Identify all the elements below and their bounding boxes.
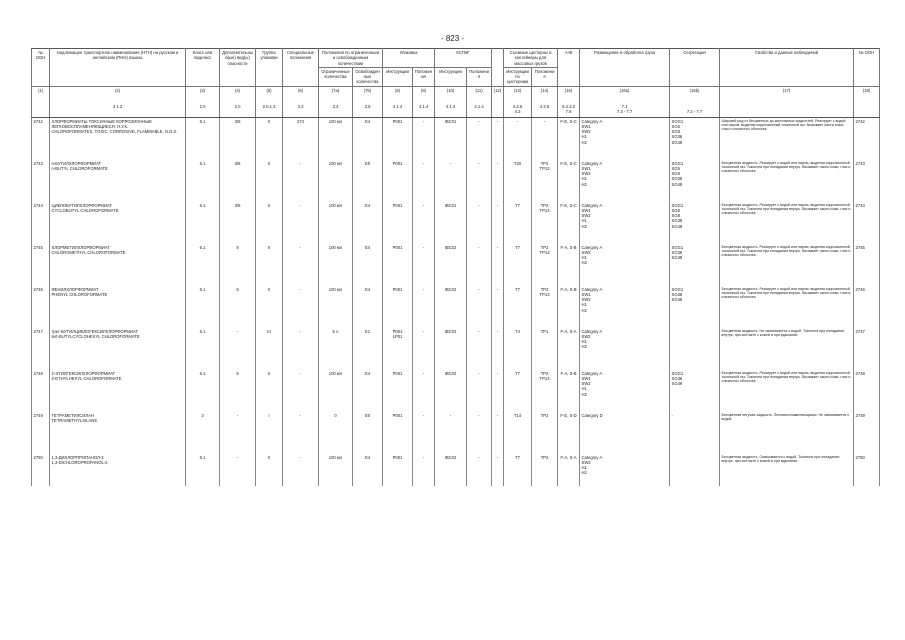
ems-cell: F-E, S-C bbox=[558, 202, 580, 244]
limited-quantity-cell: 100 мл bbox=[319, 286, 353, 328]
segregation-cell: SGG1 SG36 SG49 bbox=[670, 286, 720, 328]
segregation-cell: SGG1 SG5 SG8 SG36 SG49 bbox=[670, 202, 720, 244]
stowage-cell: Category A SW2 H1 H2 bbox=[580, 454, 670, 486]
column-number: (14) bbox=[532, 86, 558, 103]
column-12-cell: - bbox=[492, 244, 504, 286]
page-number: - 823 - bbox=[440, 34, 465, 43]
header-ems: АчК bbox=[558, 49, 580, 87]
segregation-cell bbox=[670, 328, 720, 370]
packing-provision-cell: - bbox=[413, 370, 435, 412]
limited-quantity-cell: 100 мл bbox=[319, 244, 353, 286]
un-number-cell: 2743 bbox=[32, 160, 50, 202]
table-row bbox=[32, 454, 880, 486]
packing-group-cell: II bbox=[256, 370, 283, 412]
properties-cell: Бесцветная жидкость. Реагирует с водой или паром, выделяя коррозионный токсичный газ. Токсична при попадании внутрь. Вызывает ожоги кожи, глаз и слизистых оболочек. bbox=[720, 370, 854, 412]
header-tank-provisions: Положения bbox=[532, 67, 558, 86]
column-reference: 3.3 bbox=[283, 103, 319, 118]
excepted-quantity-cell: E4 bbox=[353, 117, 383, 160]
un-number-right-cell: 2750 bbox=[854, 454, 880, 486]
column-reference: 7.2 - 7.7 bbox=[670, 103, 720, 118]
tank-instruction-cell: T7 bbox=[504, 454, 532, 486]
shipping-name-ru: 1,3-ДИХЛОРПРОПАНОЛ-2 bbox=[51, 454, 104, 460]
special-provision-cell: - bbox=[283, 412, 319, 454]
shipping-name-cell bbox=[50, 160, 186, 202]
packing-group-cell: II bbox=[256, 286, 283, 328]
subsidiary-risk-cell: 3/8 bbox=[220, 202, 256, 244]
subsidiary-risk-cell: - bbox=[220, 454, 256, 486]
un-number-right-cell: 2748 bbox=[854, 370, 880, 412]
column-number: (17) bbox=[720, 86, 854, 103]
subsidiary-risk-cell: 8 bbox=[220, 244, 256, 286]
header-tanks: Съемные цистерны и контейнеры для массовых грузов bbox=[504, 49, 558, 68]
shipping-name-en: TETRAMETHYLSILANE bbox=[51, 417, 98, 423]
column-number: (18) bbox=[854, 86, 880, 103]
segregation-cell: SGG1 SG5 SG8 SG36 SG49 bbox=[670, 117, 720, 160]
column-12-cell: - bbox=[492, 328, 504, 370]
ibc-provision-cell: - bbox=[467, 244, 492, 286]
properties-cell: Широкий ряд от бесцветных до желтоватых жидкостей. Реагирует с водой или паром, выделяя коррозионный токсичный газ. Вызывает ожоги кожи, глаз и слизистых оболочек. bbox=[720, 117, 854, 160]
shipping-name-ru: ЦИКЛОБУТИЛХЛОРФОРМИАТ bbox=[51, 202, 112, 208]
special-provision-cell: - bbox=[283, 202, 319, 244]
un-number-right-cell: 2743 bbox=[854, 160, 880, 202]
column-number-row bbox=[32, 86, 880, 103]
tank-provision-cell: TP2 TP13 bbox=[532, 370, 558, 412]
ibc-instruction-cell: - bbox=[435, 160, 467, 202]
un-number-cell: 2749 bbox=[32, 412, 50, 454]
tank-instruction-cell: T20 bbox=[504, 160, 532, 202]
header-limited-excepted: Положения по ограниченным и освобожденным количествам bbox=[319, 49, 383, 68]
table-row bbox=[32, 202, 880, 244]
properties-cell: Бесцветная жидкость. Реагирует с водой или паром, выделяя коррозионный токсичный газ. Токсична при попадании внутрь. Вызывает ожоги кожи, глаз и слизистых оболочек. bbox=[720, 286, 854, 328]
shipping-name-en: CHLOROMETHYL CHLOROFORMATE bbox=[51, 249, 126, 255]
column-number: (3) bbox=[186, 86, 220, 103]
un-number-right-cell: 2749 bbox=[854, 412, 880, 454]
segregation-cell: SGG1 SG5 SG8 SG36 SG49 bbox=[670, 160, 720, 202]
column-reference: 3.4 bbox=[319, 103, 353, 118]
ibc-provision-cell: - bbox=[467, 454, 492, 486]
table-row bbox=[32, 117, 880, 160]
column-reference: 4.2.5 4.3 bbox=[504, 103, 532, 118]
column-12-cell: - bbox=[492, 370, 504, 412]
shipping-name-cell bbox=[50, 202, 186, 244]
ems-cell: F-A, S-A bbox=[558, 328, 580, 370]
un-number-cell: 2742 bbox=[32, 117, 50, 160]
column-number: (13) bbox=[504, 86, 532, 103]
column-reference: 4.1.4 bbox=[435, 103, 467, 118]
ibc-instruction-cell: - bbox=[435, 412, 467, 454]
ibc-instruction-cell: IBC01 bbox=[435, 117, 467, 160]
shipping-name-en: 1,3-DICHLOROPROPANOL-2 bbox=[51, 459, 108, 465]
ibc-provision-cell: - bbox=[467, 160, 492, 202]
properties-cell: Бесцветная жидкость. Реагирует с водой или паром, выделяя коррозионный токсичный газ. Токсична при попадании внутрь. Вызывает ожоги кожи, глаз и слизистых оболочек. bbox=[720, 202, 854, 244]
column-number: (10) bbox=[435, 86, 467, 103]
header-tank-instructions: Инструкции по цистернам bbox=[504, 67, 532, 86]
excepted-quantity-cell: E0 bbox=[353, 160, 383, 202]
tank-instruction-cell: - bbox=[504, 117, 532, 160]
packing-provision-cell: - bbox=[413, 412, 435, 454]
shipping-name-cell bbox=[50, 244, 186, 286]
excepted-quantity-cell: E1 bbox=[353, 328, 383, 370]
shipping-name-en: PHENYL CHLOROFORMATE bbox=[51, 291, 108, 297]
table-header bbox=[32, 49, 880, 118]
packing-provision-cell: - bbox=[413, 328, 435, 370]
column-reference bbox=[720, 103, 854, 118]
header-packing-provisions: Положения bbox=[413, 67, 435, 86]
column-reference: 2.0 bbox=[186, 103, 220, 118]
shipping-name-cell bbox=[50, 370, 186, 412]
tank-instruction-cell: T4 bbox=[504, 328, 532, 370]
tank-instruction-cell: T7 bbox=[504, 202, 532, 244]
stowage-cell: Category A SW1 SW2 H1 H2 bbox=[580, 202, 670, 244]
header-blank-12 bbox=[492, 49, 504, 87]
column-number: (9) bbox=[413, 86, 435, 103]
table-row bbox=[32, 412, 880, 454]
stowage-cell: Category A SW1 SW2 H1 H2 bbox=[580, 370, 670, 412]
tank-instruction-cell: T7 bbox=[504, 244, 532, 286]
ems-cell: F-E, S-D bbox=[558, 412, 580, 454]
shipping-name-ru: н-БУТИЛХЛОРФОРМИАТ bbox=[51, 160, 102, 166]
tank-provision-cell: TP2 TP13 bbox=[532, 244, 558, 286]
stowage-cell: Category A SW1 SW2 H1 H2 bbox=[580, 117, 670, 160]
subsidiary-risk-cell: 3/8 bbox=[220, 117, 256, 160]
column-number: (4) bbox=[220, 86, 256, 103]
packing-instruction-cell: P001 bbox=[383, 412, 413, 454]
ibc-provision-cell: - bbox=[467, 286, 492, 328]
stowage-cell: Category D bbox=[580, 412, 670, 454]
class-cell: 6.1 bbox=[186, 328, 220, 370]
packing-group-cell: III bbox=[256, 328, 283, 370]
packing-group-cell: I bbox=[256, 412, 283, 454]
tank-provision-cell: TP2 bbox=[532, 454, 558, 486]
column-reference: 2.0 bbox=[220, 103, 256, 118]
header-subsidiary-risk: Дополнительный(ые) вид(ы) опасности bbox=[220, 49, 256, 87]
limited-quantity-cell: 5 л bbox=[319, 328, 353, 370]
column-number: (16a) bbox=[580, 86, 670, 103]
stowage-cell: Category A SW2 H1 H2 bbox=[580, 328, 670, 370]
header-un-number-right: № ООН bbox=[854, 49, 880, 87]
packing-provision-cell: - bbox=[413, 244, 435, 286]
shipping-name-cell bbox=[50, 286, 186, 328]
header-segregation: Сегрегация bbox=[670, 49, 720, 87]
tank-instruction-cell: T14 bbox=[504, 412, 532, 454]
column-reference: 5.4.3.2 7.8 bbox=[558, 103, 580, 118]
stowage-cell: Category A SW1 SW2 H1 H2 bbox=[580, 160, 670, 202]
table-row bbox=[32, 370, 880, 412]
class-cell: 6.1 bbox=[186, 454, 220, 486]
shipping-name-en: 2-ETHYLHEXYL CHLOROFORMATE bbox=[51, 375, 122, 381]
packing-provision-cell: - bbox=[413, 454, 435, 486]
column-12-cell: - bbox=[492, 412, 504, 454]
limited-quantity-cell: 100 мл bbox=[319, 370, 353, 412]
un-number-cell: 2747 bbox=[32, 328, 50, 370]
un-number-right-cell: 2744 bbox=[854, 202, 880, 244]
tank-provision-cell: TP2 TP13 bbox=[532, 160, 558, 202]
packing-instruction-cell: P001 LP01 bbox=[383, 328, 413, 370]
limited-quantity-cell: 100 мл bbox=[319, 202, 353, 244]
ibc-provision-cell: - bbox=[467, 370, 492, 412]
tank-provision-cell: TP1 bbox=[532, 328, 558, 370]
un-number-right-cell: 2745 bbox=[854, 244, 880, 286]
column-12-cell: - bbox=[492, 454, 504, 486]
column-12-cell: - bbox=[492, 202, 504, 244]
column-number: (1) bbox=[32, 86, 50, 103]
column-number: (16b) bbox=[670, 86, 720, 103]
ems-cell: F-A, S-B bbox=[558, 370, 580, 412]
packing-instruction-cell: P001 bbox=[383, 160, 413, 202]
column-reference: 4.1.4 bbox=[467, 103, 492, 118]
un-number-cell: 2750 bbox=[32, 454, 50, 486]
subsidiary-risk-cell: 8 bbox=[220, 286, 256, 328]
column-reference: 4.2.5 bbox=[532, 103, 558, 118]
ems-cell: F-E, S-C bbox=[558, 160, 580, 202]
tank-provision-cell: TP2 TP13 bbox=[532, 202, 558, 244]
shipping-name-en: n-BUTYL CHLOROFORMATE bbox=[51, 165, 108, 171]
packing-instruction-cell: P001 bbox=[383, 370, 413, 412]
column-reference bbox=[492, 103, 504, 118]
ems-cell: F-A, S-B bbox=[558, 244, 580, 286]
packing-instruction-cell: P001 bbox=[383, 117, 413, 160]
special-provision-cell: 274 bbox=[283, 117, 319, 160]
shipping-name-ru: ТЕТРАМЕТИЛСИЛАН bbox=[51, 412, 94, 418]
class-cell: 3 bbox=[186, 412, 220, 454]
excepted-quantity-cell: E4 bbox=[353, 286, 383, 328]
subsidiary-risk-cell: 8 bbox=[220, 370, 256, 412]
ibc-instruction-cell: IBC03 bbox=[435, 328, 467, 370]
ibc-instruction-cell: IBC02 bbox=[435, 244, 467, 286]
limited-quantity-cell: 100 мл bbox=[319, 117, 353, 160]
header-class: Класс или подкласс bbox=[186, 49, 220, 87]
tank-provision-cell: TP2 TP13 bbox=[532, 286, 558, 328]
limited-quantity-cell: 100 мл bbox=[319, 454, 353, 486]
column-reference bbox=[854, 103, 880, 118]
properties-cell: Бесцветная жидкость. Реагирует с водой или паром, выделяя коррозионный токсичный газ. Токсична при попадании внутрь. Вызывает ожоги кожи, глаз и слизистых оболочек. bbox=[720, 244, 854, 286]
header-ibc: КСГМГ bbox=[435, 49, 492, 68]
packing-provision-cell: - bbox=[413, 160, 435, 202]
table-row bbox=[32, 286, 880, 328]
un-number-cell: 2746 bbox=[32, 286, 50, 328]
stowage-cell: Category A SW2 H1 H2 bbox=[580, 244, 670, 286]
ems-cell: F-A, S-A bbox=[558, 454, 580, 486]
ibc-provision-cell: - bbox=[467, 117, 492, 160]
header-packing-group: Группа упаковки bbox=[256, 49, 283, 87]
table-row bbox=[32, 244, 880, 286]
dangerous-goods-list-table bbox=[31, 48, 880, 486]
packing-provision-cell: - bbox=[413, 117, 435, 160]
column-number: (8) bbox=[383, 86, 413, 103]
un-number-right-cell: 2747 bbox=[854, 328, 880, 370]
column-number: (7a) bbox=[319, 86, 353, 103]
column-number: (12) bbox=[492, 86, 504, 103]
column-number: (7b) bbox=[353, 86, 383, 103]
ibc-instruction-cell: IBC02 bbox=[435, 286, 467, 328]
ibc-instruction-cell: IBC02 bbox=[435, 454, 467, 486]
column-reference-row bbox=[32, 103, 880, 118]
header-excepted-quantities: Освобожденные количества bbox=[353, 67, 383, 86]
stowage-cell: Category A SW1 SW2 H1 H2 bbox=[580, 286, 670, 328]
ibc-provision-cell: - bbox=[467, 328, 492, 370]
shipping-name-cell bbox=[50, 117, 186, 160]
tank-provision-cell: - bbox=[532, 117, 558, 160]
header-ibc-instructions: Инструкции bbox=[435, 67, 467, 86]
special-provision-cell: - bbox=[283, 286, 319, 328]
header-limited-quantities: Ограниченные количества bbox=[319, 67, 353, 86]
column-reference: 3.5 bbox=[353, 103, 383, 118]
un-number-cell: 2745 bbox=[32, 244, 50, 286]
shipping-name-ru: трет-БУТИЛЦИКЛОГЕКСИЛХЛОРФОРМИАТ bbox=[51, 328, 138, 334]
header-ibc-provisions: Положения bbox=[467, 67, 492, 86]
segregation-cell: SGG1 SG36 SG49 bbox=[670, 244, 720, 286]
tank-instruction-cell: T7 bbox=[504, 286, 532, 328]
excepted-quantity-cell: E4 bbox=[353, 454, 383, 486]
excepted-quantity-cell: E4 bbox=[353, 244, 383, 286]
packing-group-cell: II bbox=[256, 454, 283, 486]
shipping-name-ru: ХЛОРФОРМИАТЫ ТОКСИЧНЫЕ КОРРОЗИОННЫЕ ЛЕГКОВОСПЛАМЕНЯЮЩИЕСЯ, Н.У.К. bbox=[51, 118, 152, 129]
limited-quantity-cell: 100 мл bbox=[319, 160, 353, 202]
shipping-name-en: CHLOROFORMATES, TOXIC, CORROSIVE, FLAMMABLE, N.O.S. bbox=[51, 129, 178, 134]
subsidiary-risk-cell: 3/8 bbox=[220, 160, 256, 202]
shipping-name-ru: ХЛОРМЕТИЛХЛОРФОРМИАТ bbox=[51, 244, 110, 250]
packing-provision-cell: - bbox=[413, 286, 435, 328]
ems-cell: F-E, S-C bbox=[558, 117, 580, 160]
header-un-number: № ООН bbox=[32, 49, 50, 87]
header-shipping-name: Надлежащее транспортное наименование (НТН) на русском и английском (ПНН) языках bbox=[50, 49, 186, 87]
shipping-name-en: CYCLOBUTYL CHLOROFORMATE bbox=[51, 207, 119, 213]
limited-quantity-cell: 0 bbox=[319, 412, 353, 454]
special-provision-cell: - bbox=[283, 160, 319, 202]
shipping-name-en: tert-BUTYLCYCLOHEXYL CHLOROFORMATE bbox=[51, 333, 140, 339]
header-packing: Упаковка bbox=[383, 49, 435, 68]
special-provision-cell: - bbox=[283, 328, 319, 370]
class-cell: 6.1 bbox=[186, 160, 220, 202]
shipping-name-cell bbox=[50, 454, 186, 486]
subsidiary-risk-cell: - bbox=[220, 328, 256, 370]
properties-cell: Бесцветная жидкость. Реагирует с водой или паром, выделяя коррозионный токсичный газ. Токсична при попадании внутрь. Вызывает ожоги кожи, глаз и слизистых оболочек. bbox=[720, 160, 854, 202]
special-provision-cell: - bbox=[283, 370, 319, 412]
header-special-provisions: Специальные положения bbox=[283, 49, 319, 87]
excepted-quantity-cell: E4 bbox=[353, 370, 383, 412]
header-stowage: Размещение и обработка груза bbox=[580, 49, 670, 87]
properties-cell: Бесцветная жидкость. Не смешивается с водой. Токсична при попадании внутрь, при контакте с кожей и при вдыхании. bbox=[720, 328, 854, 370]
ibc-instruction-cell: IBC02 bbox=[435, 370, 467, 412]
column-reference bbox=[32, 103, 50, 118]
table-row bbox=[32, 160, 880, 202]
tank-instruction-cell: T7 bbox=[504, 370, 532, 412]
subsidiary-risk-cell: - bbox=[220, 412, 256, 454]
excepted-quantity-cell: E0 bbox=[353, 412, 383, 454]
un-number-right-cell: 2746 bbox=[854, 286, 880, 328]
shipping-name-ru: 2-ЭТИЛГЕКСИЛХЛОРФОРМИАТ bbox=[51, 370, 116, 376]
shipping-name-cell bbox=[50, 412, 186, 454]
column-12-cell: - bbox=[492, 160, 504, 202]
packing-group-cell: II bbox=[256, 202, 283, 244]
packing-instruction-cell: P001 bbox=[383, 286, 413, 328]
packing-group-cell: II bbox=[256, 117, 283, 160]
ibc-provision-cell: - bbox=[467, 412, 492, 454]
shipping-name-cell bbox=[50, 328, 186, 370]
class-cell: 6.1 bbox=[186, 117, 220, 160]
packing-instruction-cell: P001 bbox=[383, 244, 413, 286]
column-reference: 2.0.1.3 bbox=[256, 103, 283, 118]
table-row bbox=[32, 328, 880, 370]
class-cell: 6.1 bbox=[186, 202, 220, 244]
column-number: (6) bbox=[283, 86, 319, 103]
column-number: (5) bbox=[256, 86, 283, 103]
column-reference: 7.1 7.3 - 7.7 bbox=[580, 103, 670, 118]
column-reference: 3.1.2 bbox=[50, 103, 186, 118]
ems-cell: F-A, S-B bbox=[558, 286, 580, 328]
column-reference: 4.1.4 bbox=[383, 103, 413, 118]
column-12-cell: - bbox=[492, 286, 504, 328]
special-provision-cell: - bbox=[283, 244, 319, 286]
properties-cell: Бесцветная жидкость. Смешивается с водой. Токсична при попадании внутрь, при контакте с кожей и при вдыхании. bbox=[720, 454, 854, 486]
packing-group-cell: II bbox=[256, 160, 283, 202]
ibc-provision-cell: - bbox=[467, 202, 492, 244]
packing-group-cell: II bbox=[256, 244, 283, 286]
header-packing-instructions: Инструкции bbox=[383, 67, 413, 86]
packing-provision-cell: - bbox=[413, 202, 435, 244]
header-properties: Свойства и данные наблюдений bbox=[720, 49, 854, 87]
ibc-instruction-cell: IBC01 bbox=[435, 202, 467, 244]
table-body bbox=[32, 117, 880, 486]
class-cell: 6.1 bbox=[186, 244, 220, 286]
class-cell: 6.1 bbox=[186, 286, 220, 328]
un-number-cell: 2748 bbox=[32, 370, 50, 412]
column-number: (15) bbox=[558, 86, 580, 103]
packing-instruction-cell: P001 bbox=[383, 202, 413, 244]
shipping-name-ru: ФЕНИЛХЛОРФОРМИАТ bbox=[51, 286, 99, 292]
packing-instruction-cell: P001 bbox=[383, 454, 413, 486]
un-number-cell: 2744 bbox=[32, 202, 50, 244]
properties-cell: Бесцветная летучая жидкость. Легковоспламеняющаяся. Не смешивается с водой. bbox=[720, 412, 854, 454]
excepted-quantity-cell: E4 bbox=[353, 202, 383, 244]
column-reference: 4.1.4 bbox=[413, 103, 435, 118]
column-12-cell: - bbox=[492, 117, 504, 160]
tank-provision-cell: TP2 bbox=[532, 412, 558, 454]
segregation-cell bbox=[670, 454, 720, 486]
special-provision-cell: - bbox=[283, 454, 319, 486]
column-number: (11) bbox=[467, 86, 492, 103]
segregation-cell: - bbox=[670, 412, 720, 454]
segregation-cell: SGG1 SG36 SG49 bbox=[670, 370, 720, 412]
un-number-right-cell: 2742 bbox=[854, 117, 880, 160]
column-number: (2) bbox=[50, 86, 186, 103]
class-cell: 6.1 bbox=[186, 370, 220, 412]
